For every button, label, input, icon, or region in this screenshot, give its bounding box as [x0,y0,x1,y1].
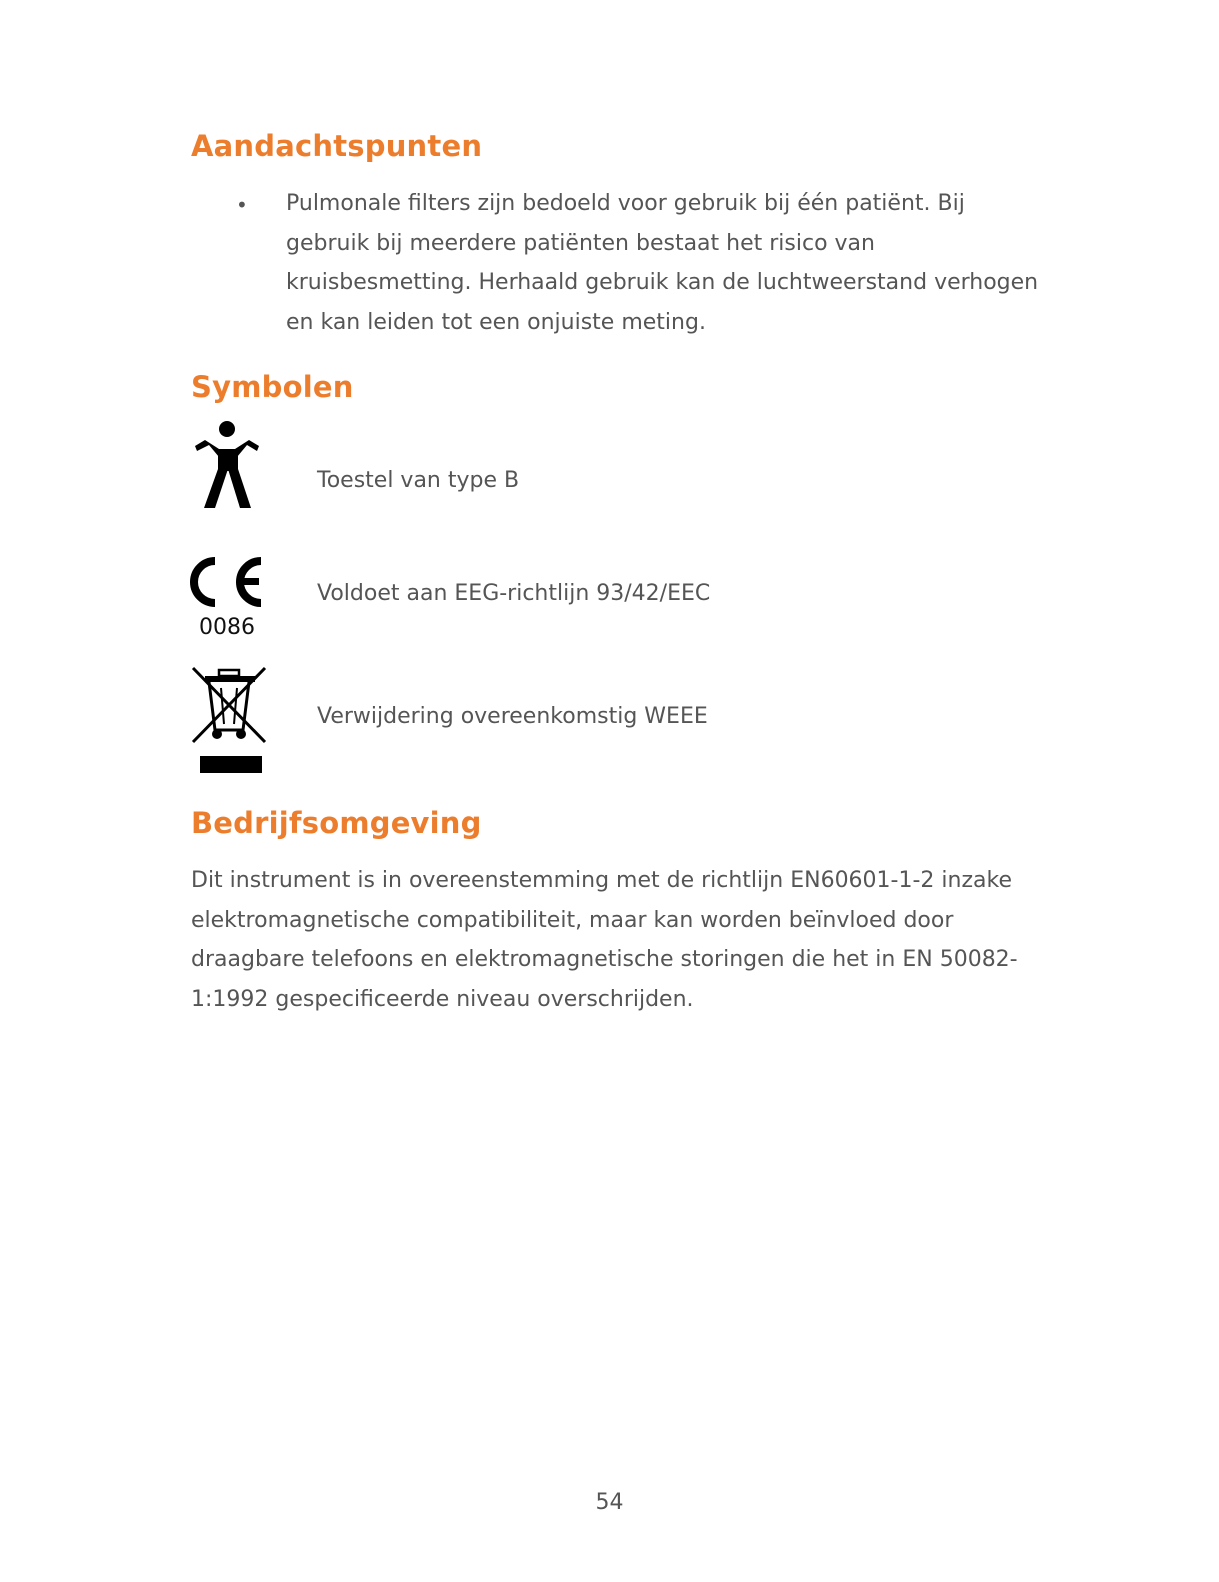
ce-mark-icon [190,556,264,610]
symbol-label-ce: Voldoet aan EEG-richtlijn 93/42/EEC [317,581,711,606]
symbol-label-weee: Verwijdering overeenkomstig WEEE [317,704,708,729]
type-b-person-icon [191,420,265,510]
heading-symbolen: Symbolen [191,370,354,404]
heading-aandachtspunten: Aandachtspunten [191,129,483,163]
ce-notified-body-number: 0086 [199,615,255,640]
symbol-label-type-b: Toestel van type B [317,468,520,493]
bullet-marker: • [236,193,248,217]
weee-crossed-bin-icon [191,666,269,776]
page-number: 54 [595,1490,624,1515]
environment-paragraph: Dit instrument is in overeenstemming met de richtlijn EN60601-1-2 inzake elektromagnetische compatibiliteit, maar kan worden beïnvloed door draagbare telefoons en elektromagnetische storingen die het in EN 50082-1:1992 gespecificeerde niveau overschrijden. [191,868,1018,1013]
bullet-text-pulmonale-filters: Pulmonale filters zijn bedoeld voor gebruik bij één patiënt. Bij gebruik bij meerdere patiënten bestaat het risico van kruisbesmetting. Herhaald gebruik kan de luchtweerstand verhogen en kan leiden tot een onjuiste meting. [286,191,1039,336]
heading-bedrijfsomgeving: Bedrijfsomgeving [191,806,482,840]
